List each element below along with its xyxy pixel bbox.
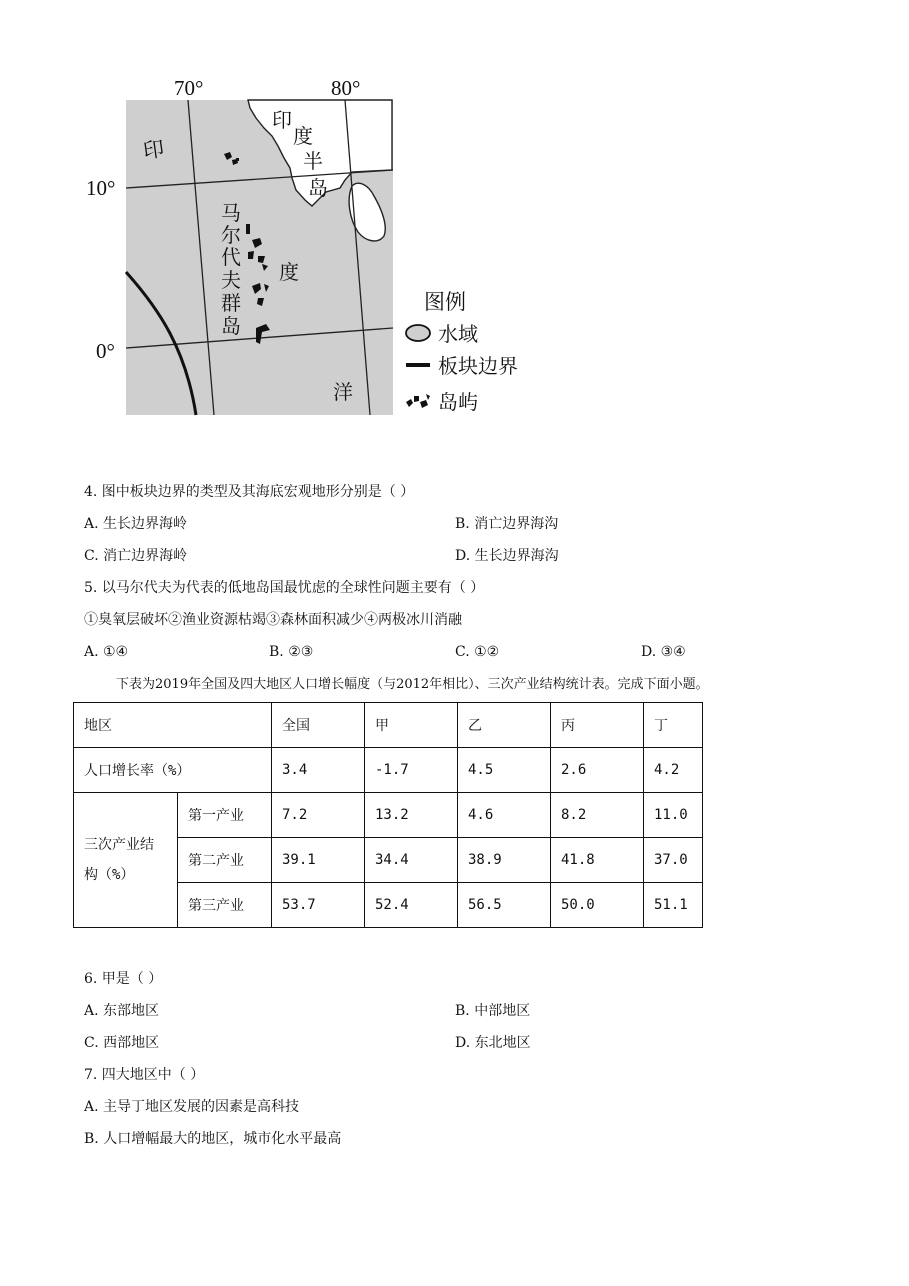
structure-label-line1: 三次产业结 <box>84 837 154 853</box>
tick-lat-10: 10° <box>86 176 116 200</box>
table-cell: 7.2 <box>272 793 365 838</box>
q5-option-c: C. ①② <box>455 644 500 660</box>
table-cell: 56.5 <box>458 883 551 928</box>
row-label: 第一产业 <box>178 793 272 838</box>
label-yang: 洋 <box>333 380 353 404</box>
table-cell: 52.4 <box>365 883 458 928</box>
table-cell: -1.7 <box>365 748 458 793</box>
table-cell: 3.4 <box>272 748 365 793</box>
table-cell: 41.8 <box>551 838 644 883</box>
header-col: 全国 <box>272 703 365 748</box>
tick-lat-0: 0° <box>96 339 115 363</box>
table-cell: 4.5 <box>458 748 551 793</box>
q5-stem: 5. 以马尔代夫为代表的低地岛国最忧虑的全球性问题主要有（ ） <box>84 580 485 596</box>
legend-plate-boundary <box>404 350 518 379</box>
q4-option-d: D. 生长边界海沟 <box>455 548 559 564</box>
legend-water <box>404 318 478 347</box>
q4-stem: 4. 图中板块边界的类型及其海底宏观地形分别是（ ） <box>84 484 415 500</box>
table-cell: 2.6 <box>551 748 644 793</box>
tick-lon-80: 80° <box>331 76 361 100</box>
table-cell: 51.1 <box>644 883 703 928</box>
q4-option-a: A. 生长边界海岭 <box>84 516 188 532</box>
table-cell: 53.7 <box>272 883 365 928</box>
table-intro: 下表为2019年全国及四大地区人口增长幅度（与2012年相比）、三次产业结构统计表。完成下面小题。 <box>116 677 709 692</box>
label-peninsula-1: 印 <box>272 108 292 132</box>
legend-water-label: 水域 <box>438 322 478 346</box>
q6-option-d: D. 东北地区 <box>455 1035 531 1051</box>
label-maldives-4: 夫 <box>221 268 241 292</box>
table-cell: 4.2 <box>644 748 703 793</box>
q6-option-c: C. 西部地区 <box>84 1035 160 1051</box>
q5-items: ①臭氧层破坏②渔业资源枯竭③森林面积减少④两极冰川消融 <box>84 612 462 628</box>
table-cell: 11.0 <box>644 793 703 838</box>
header-col: 丙 <box>551 703 644 748</box>
table-row-growth <box>74 748 703 793</box>
label-peninsula-3: 半 <box>303 149 323 173</box>
q6-stem: 6. 甲是（ ） <box>84 971 163 987</box>
label-yin-west: 印 <box>141 136 166 164</box>
table-cell: 50.0 <box>551 883 644 928</box>
table-cell: 8.2 <box>551 793 644 838</box>
label-maldives-5: 群 <box>221 291 241 315</box>
table-header-row <box>74 703 703 748</box>
table-cell: 38.9 <box>458 838 551 883</box>
water-swatch-icon <box>404 322 434 344</box>
growth-label: 人口增长率（%） <box>74 748 272 793</box>
q4-option-c: C. 消亡边界海岭 <box>84 548 188 564</box>
table-cell: 39.1 <box>272 838 365 883</box>
label-peninsula-4: 岛 <box>308 176 328 200</box>
header-col: 乙 <box>458 703 551 748</box>
legend-islands <box>404 386 478 415</box>
q7-stem: 7. 四大地区中（ ） <box>84 1067 205 1083</box>
structure-label-line2: 构（%） <box>84 867 135 883</box>
table-cell: 37.0 <box>644 838 703 883</box>
q7-option-b: B. 人口增幅最大的地区，城市化水平最高 <box>84 1131 342 1147</box>
label-peninsula-2: 度 <box>293 124 313 148</box>
legend-title: 图例 <box>424 290 466 314</box>
header-col: 丁 <box>644 703 703 748</box>
q5-option-a: A. ①④ <box>84 644 129 660</box>
q7-option-a: A. 主导丁地区发展的因素是高科技 <box>84 1099 300 1115</box>
boundary-line-icon <box>404 354 434 376</box>
label-maldives-6: 岛 <box>221 314 241 338</box>
table-cell: 4.6 <box>458 793 551 838</box>
q6-option-a: A. 东部地区 <box>84 1003 160 1019</box>
q6-option-b: B. 中部地区 <box>455 1003 531 1019</box>
row-label: 第二产业 <box>178 838 272 883</box>
q4-option-b: B. 消亡边界海沟 <box>455 516 559 532</box>
header-region: 地区 <box>74 703 272 748</box>
stats-table <box>73 702 703 928</box>
label-maldives-3: 代 <box>221 245 241 269</box>
label-maldives-1: 马 <box>221 201 241 225</box>
row-label: 第三产业 <box>178 883 272 928</box>
header-col: 甲 <box>365 703 458 748</box>
label-maldives-2: 尔 <box>221 223 241 247</box>
structure-label <box>74 793 178 928</box>
tick-lon-70: 70° <box>174 76 204 100</box>
label-du: 度 <box>279 260 299 284</box>
legend-islands-label: 岛屿 <box>438 390 478 414</box>
legend-plate-boundary-label: 板块边界 <box>438 354 518 378</box>
islands-icon <box>404 390 434 412</box>
q5-option-b: B. ②③ <box>269 644 314 660</box>
table-cell: 13.2 <box>365 793 458 838</box>
table-row-primary <box>74 793 703 838</box>
q5-option-d: D. ③④ <box>641 644 686 660</box>
table-cell: 34.4 <box>365 838 458 883</box>
